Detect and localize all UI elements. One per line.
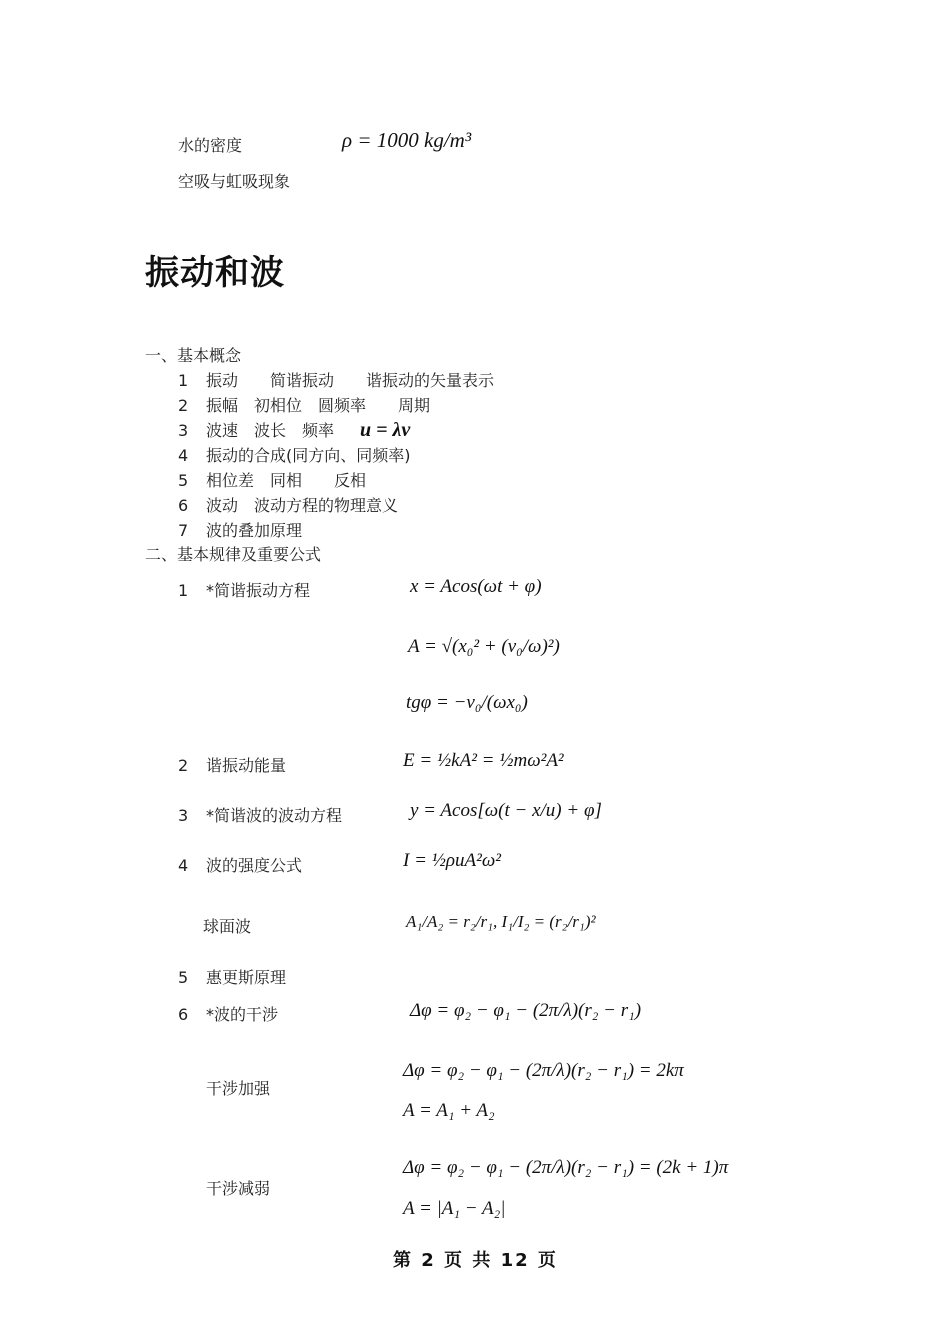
concept-item: 7 波的叠加原理	[178, 521, 303, 540]
siphon-label: 空吸与虹吸现象	[178, 172, 291, 191]
water-density-label: 水的密度	[178, 136, 243, 155]
law-item: 干涉加强	[206, 1079, 271, 1098]
basic-concepts-heading: 一、基本概念	[145, 346, 242, 365]
destructive-amplitude: A = |A₁ − A₂|	[403, 1198, 506, 1219]
law-item: 5 惠更斯原理	[178, 968, 287, 987]
shm-equation: x = Acos(ωt + φ)	[410, 576, 542, 597]
water-density-formula: ρ = 1000 kg/m³	[342, 128, 472, 152]
phase-formula: tgφ = −v₀/(ωx₀)	[406, 692, 528, 713]
section-title: 振动和波	[145, 253, 285, 293]
concept-item: 2 振幅 初相位 圆频率 周期	[178, 396, 431, 415]
destructive-formula: Δφ = φ₂ − φ₁ − (2π/λ)(r₂ − r₁) = (2k + 1)π	[403, 1157, 729, 1178]
law-item: 干涉减弱	[206, 1179, 271, 1198]
wave-speed-formula: u = λv	[360, 419, 411, 441]
interference-formula: Δφ = φ₂ − φ₁ − (2π/λ)(r₂ − r₁)	[410, 1000, 642, 1021]
concept-item: 4 振动的合成(同方向、同频率)	[178, 446, 411, 465]
constructive-formula: Δφ = φ₂ − φ₁ − (2π/λ)(r₂ − r₁) = 2kπ	[403, 1060, 684, 1081]
law-item: 3 *简谐波的波动方程	[178, 806, 343, 825]
laws-heading: 二、基本规律及重要公式	[145, 545, 322, 564]
wave-equation: y = Acos[ω(t − x/u) + φ]	[410, 800, 602, 821]
law-item: 4 波的强度公式	[178, 856, 303, 875]
concept-item: 5 相位差 同相 反相	[178, 471, 367, 490]
concept-item: 1 振动 简谐振动 谐振动的矢量表示	[178, 371, 495, 390]
page-footer: 第 2 页 共 12 页	[393, 1250, 558, 1271]
constructive-amplitude: A = A₁ + A₂	[403, 1100, 495, 1121]
concept-item: 3 波速 波长 频率 u = λv	[178, 419, 411, 441]
energy-formula: E = ½kA² = ½mω²A²	[403, 750, 564, 771]
concept-item: 6 波动 波动方程的物理意义	[178, 496, 399, 515]
intensity-formula: I = ½ρuA²ω²	[403, 850, 501, 871]
amplitude-formula: A = √(x₀² + (v₀/ω)²)	[408, 636, 560, 657]
law-item: 2 谐振动能量	[178, 756, 287, 775]
law-item: 1 *简谐振动方程	[178, 581, 311, 600]
law-item: 球面波	[203, 917, 252, 936]
spherical-wave-formula: A₁/A₂ = r₂/r₁, I₁/I₂ = (r₂/r₁)²	[406, 912, 596, 931]
law-item: 6 *波的干涉	[178, 1005, 279, 1024]
